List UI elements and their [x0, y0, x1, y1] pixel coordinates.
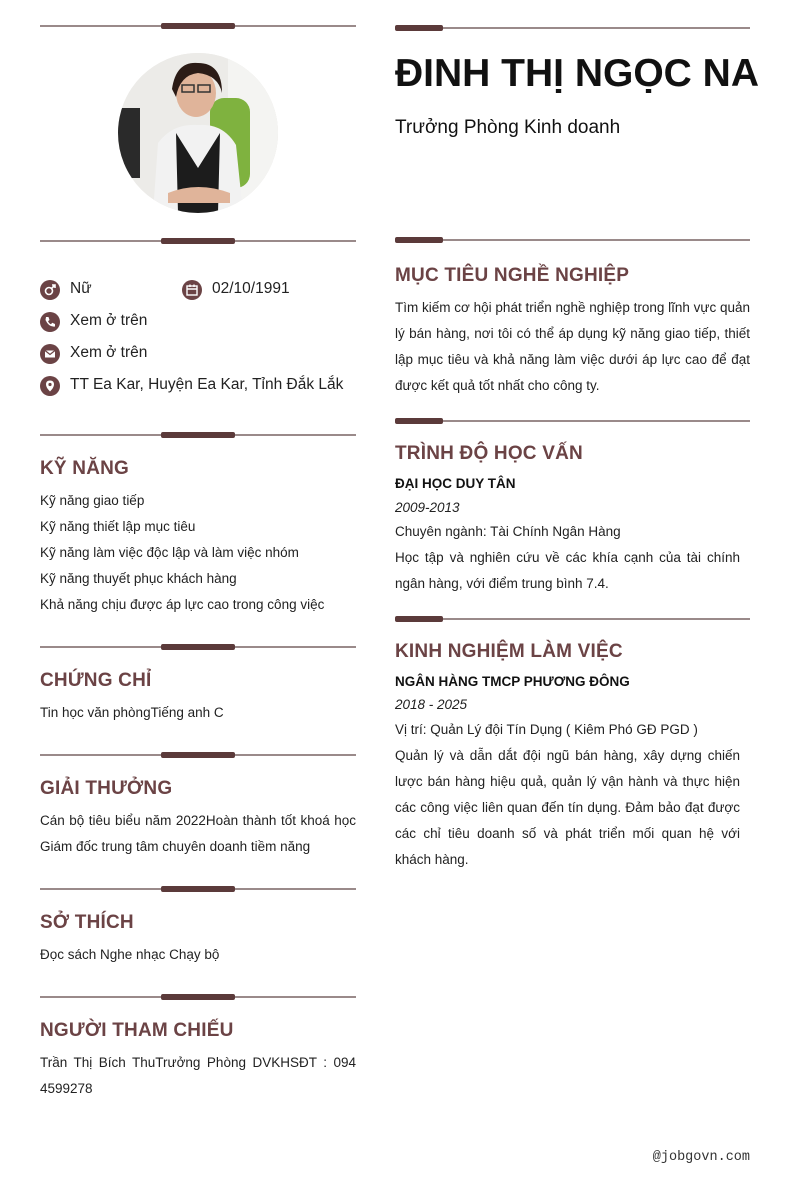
- divider-top-right: [395, 25, 750, 31]
- divider-top-left: [40, 23, 356, 29]
- certificates-heading: CHỨNG CHỈ: [40, 670, 152, 691]
- experience-company: NGÂN HÀNG TMCP PHƯƠNG ĐÔNG: [395, 674, 630, 689]
- phone-value: Xem ở trên: [70, 312, 148, 329]
- education-school: ĐẠI HỌC DUY TÂN: [395, 476, 516, 491]
- divider-education: [395, 418, 750, 424]
- education-period: 2009-2013: [395, 500, 460, 515]
- experience-desc: Quản lý và dẫn dắt đội ngũ bán hàng, xây dựng chiến lược bán hàng hiệu quả, quản lý vận hành và thực hiện các công việc liên quan đến tín dụng. Đảm bảo đạt được các chỉ tiêu doanh số và phát triển mối quan hệ với khách hàng.: [395, 748, 740, 867]
- divider-objective: [395, 237, 750, 243]
- references-heading: NGƯỜI THAM CHIẾU: [40, 1020, 234, 1041]
- divider-skills: [40, 432, 356, 438]
- mail-icon: [40, 344, 60, 364]
- divider-experience: [395, 616, 750, 622]
- skills-heading: KỸ NĂNG: [40, 458, 130, 479]
- hobbies-text: Đọc sách Nghe nhạc Chạy bộ: [40, 947, 220, 962]
- objective-text: Tìm kiếm cơ hội phát triển nghề nghiệp trong lĩnh vực quản lý bán hàng, nơi tôi có thể áp dụng kỹ năng giao tiếp, thiết lập mục tiêu và khả năng làm việc dưới áp lực cao để đạt được kết quả tốt nhất cho công ty.: [395, 300, 750, 393]
- skills-list: [40, 488, 356, 618]
- list-item: Kỹ năng thiết lập mục tiêu: [40, 519, 196, 534]
- gender-value: Nữ: [70, 280, 92, 297]
- awards-heading: GIẢI THƯỞNG: [40, 778, 173, 799]
- divider-references: [40, 994, 356, 1000]
- divider-awards: [40, 752, 356, 758]
- experience-heading: KINH NGHIỆM LÀM VIỆC: [395, 641, 623, 662]
- experience-position: Vị trí: Quản Lý đội Tín Dụng ( Kiêm Phó GĐ PGD ): [395, 722, 698, 737]
- education-major: Chuyên ngành: Tài Chính Ngân Hàng: [395, 524, 621, 539]
- watermark: @jobgovn.com: [652, 1150, 750, 1165]
- address-value: TT Ea Kar, Huyện Ea Kar, Tỉnh Đắk Lắk: [70, 376, 344, 393]
- list-item: Kỹ năng giao tiếp: [40, 493, 145, 508]
- candidate-title: Trưởng Phòng Kinh doanh: [395, 117, 621, 138]
- list-item: Kỹ năng thuyết phục khách hàng: [40, 571, 237, 586]
- experience-period: 2018 - 2025: [395, 697, 468, 712]
- email-value: Xem ở trên: [70, 344, 148, 361]
- phone-icon: [40, 312, 60, 332]
- divider-hobbies: [40, 886, 356, 892]
- awards-text: Cán bộ tiêu biểu năm 2022Hoàn thành tốt khoá học Giám đốc trung tâm chuyên doanh tiềm năng: [40, 813, 356, 854]
- candidate-name: ĐINH THỊ NGỌC NA: [395, 52, 759, 95]
- divider-certificates: [40, 644, 356, 650]
- list-item: Khả năng chịu được áp lực cao trong công việc: [40, 597, 325, 612]
- references-text: Trần Thị Bích ThuTrưởng Phòng DVKHSĐT : 094 4599278: [40, 1055, 356, 1096]
- objective-heading: MỤC TIÊU NGHỀ NGHIỆP: [395, 265, 630, 286]
- location-icon: [40, 376, 60, 396]
- calendar-icon: [182, 280, 202, 300]
- avatar: [118, 53, 278, 213]
- hobbies-heading: SỞ THÍCH: [40, 912, 134, 933]
- gender-icon: [40, 280, 60, 300]
- list-item: Kỹ năng làm việc độc lập và làm việc nhóm: [40, 545, 299, 560]
- birthdate-value: 02/10/1991: [212, 280, 290, 297]
- education-desc: Học tập và nghiên cứu về các khía cạnh của tài chính ngân hàng, với điểm trung bình 7.4.: [395, 550, 740, 591]
- certificates-text: Tin học văn phòngTiếng anh C: [40, 705, 224, 720]
- education-heading: TRÌNH ĐỘ HỌC VẤN: [395, 443, 583, 464]
- divider-profile-left: [40, 238, 356, 244]
